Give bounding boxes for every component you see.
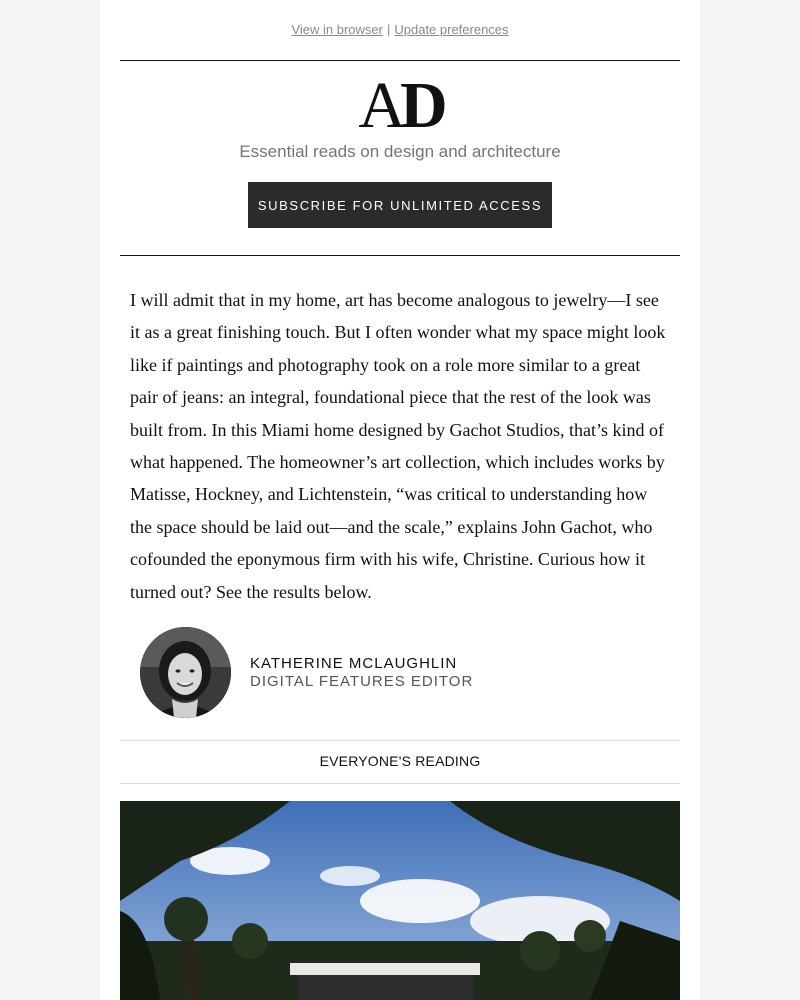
section-bottom-divider <box>120 783 680 784</box>
tagline: Essential reads on design and architecture <box>239 142 561 161</box>
featured-article-image[interactable] <box>120 801 680 1000</box>
section-heading: EVERYONE'S READING <box>319 753 481 769</box>
update-preferences-link[interactable]: Update preferences <box>394 22 509 37</box>
section-top-divider <box>120 740 680 741</box>
author-role: DIGITAL FEATURES EDITOR <box>250 673 474 690</box>
ad-logo[interactable] <box>100 69 700 142</box>
subscribe-button[interactable]: SUBSCRIBE FOR UNLIMITED ACCESS <box>248 182 552 228</box>
view-in-browser-link[interactable]: View in browser <box>291 22 383 37</box>
author-block <box>140 627 660 719</box>
link-separator: | <box>386 22 391 37</box>
miami-home-photo-icon <box>120 801 680 1000</box>
top-divider <box>120 60 680 61</box>
author-avatar <box>140 627 231 718</box>
top-links <box>100 22 700 37</box>
logo-letter-a: A <box>358 69 400 142</box>
logo-letter-d: D <box>400 69 442 142</box>
email-container <box>100 0 700 1000</box>
author-portrait-icon <box>140 627 231 718</box>
article-intro-text: I will admit that in my home, art has become analogous to jewelry—I see it as a great finishing touch. But I often wonder what my space might look like if paintings and photography took on a role more similar to a great pair of jeans: an integral, foundational piece that the rest of the look was built from. In this Miami home designed by Gachot Studios, that’s kind of what happened. The homeowner’s art collection, which includes works by Matisse, Hockney, and Lichtenstein, “was critical to understanding how the space should be laid out—and the scale,” explains John Gachot, who cofounded the eponymous firm with his wife, Christine. Curious how it turned out? See the results below. <box>130 290 666 602</box>
author-name: KATHERINE MCLAUGHLIN <box>250 655 458 672</box>
header-bottom-divider <box>120 255 680 256</box>
